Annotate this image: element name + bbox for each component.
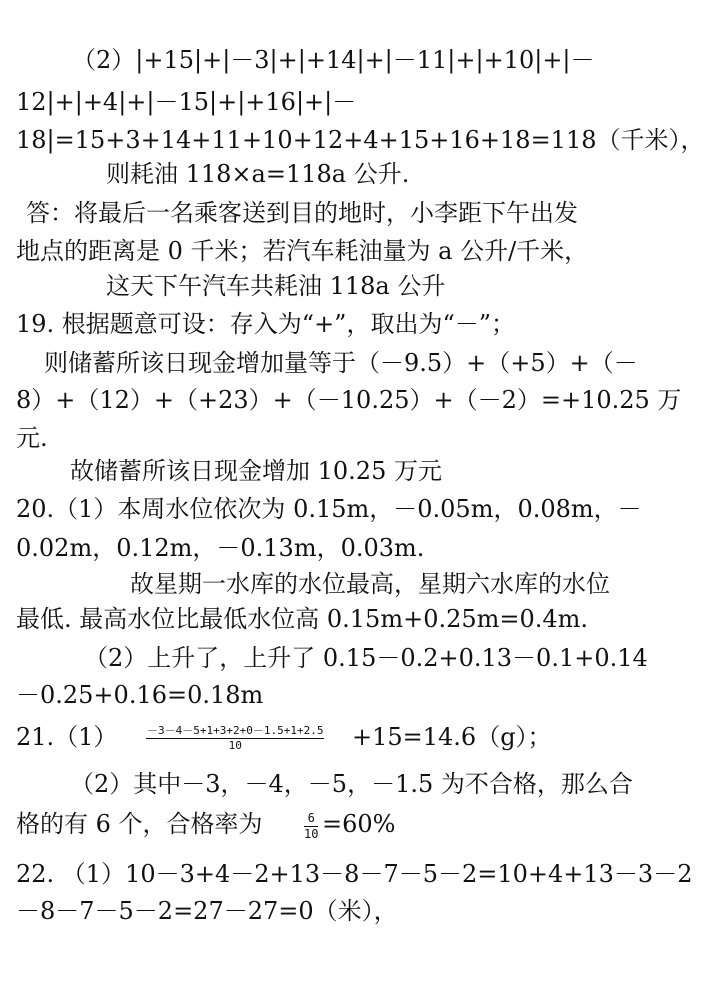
fraction-pass-rate <box>304 812 318 841</box>
text-line-7: 这天下午汽车共耗油 118a 公升 <box>106 272 446 300</box>
fraction-q21-denominator: 10 <box>228 739 242 752</box>
text-line-21-result: =60% <box>322 810 396 838</box>
text-line-19-label: 21.（1） <box>16 723 118 751</box>
fraction-q21 <box>146 725 324 752</box>
text-line-6: 地点的距离是 0 千米；若汽车耗油量为 a 公升/千米， <box>16 237 589 265</box>
text-line-18: －0.25+0.16=0.18m <box>16 681 264 709</box>
text-line-22: 22. （1）10－3+4－2+13－8－7－5－2=10+4+13－3－2 <box>16 860 693 888</box>
text-line-13: 20.（1）本周水位依次为 0.15m，－0.05m，0.08m，－ <box>16 495 642 523</box>
text-line-19-result: +15=14.6（g）； <box>352 723 552 751</box>
text-line-8: 19. 根据题意可设：存入为“+”，取出为“－”； <box>16 310 515 338</box>
text-line-12: 故储蓄所该日现金增加 10.25 万元 <box>70 457 442 485</box>
text-line-20: （2）其中－3，－4，－5，－1.5 为不合格，那么合 <box>70 770 633 798</box>
text-line-5: 答：将最后一名乘客送到目的地时，小李距下午出发 <box>26 199 578 227</box>
text-line-11: 元. <box>16 424 48 452</box>
text-line-23: －8－7－5－2=27－27=0（米）， <box>16 897 398 925</box>
text-line-3: 18|=15+3+14+11+10+12+4+15+16+18=118（千米）， <box>16 126 705 154</box>
fraction-q21-numerator: －3－4－5+1+3+2+0－1.5+1+2.5 <box>147 724 324 737</box>
text-line-16: 最低. 最高水位比最低水位高 0.15m+0.25m=0.4m. <box>16 605 589 633</box>
text-line-14: 0.02m，0.12m，－0.13m，0.03m. <box>16 534 425 562</box>
text-line-10: 8）+（12）+（+23）+（－10.25）+（－2）=+10.25 万 <box>16 386 682 414</box>
text-line-4: 则耗油 118×a=118a 公升. <box>106 160 410 188</box>
text-line-1: （2）|+15|+|－3|+|+14|+|－11|+|+10|+|－ <box>72 46 595 74</box>
text-line-21-label: 格的有 6 个，合格率为 <box>16 810 263 838</box>
fraction-pass-rate-numerator: 6 <box>304 812 318 827</box>
fraction-pass-rate-denominator: 10 <box>304 827 319 841</box>
text-line-9: 则储蓄所该日现金增加量等于（－9.5）+（+5）+（－ <box>44 349 638 377</box>
text-line-17: （2）上升了，上升了 0.15－0.2+0.13－0.1+0.14 <box>84 644 648 672</box>
text-line-2: 12|+|+4|+|－15|+|+16|+|－ <box>16 88 357 116</box>
text-line-15: 故星期一水库的水位最高，星期六水库的水位 <box>130 570 610 598</box>
